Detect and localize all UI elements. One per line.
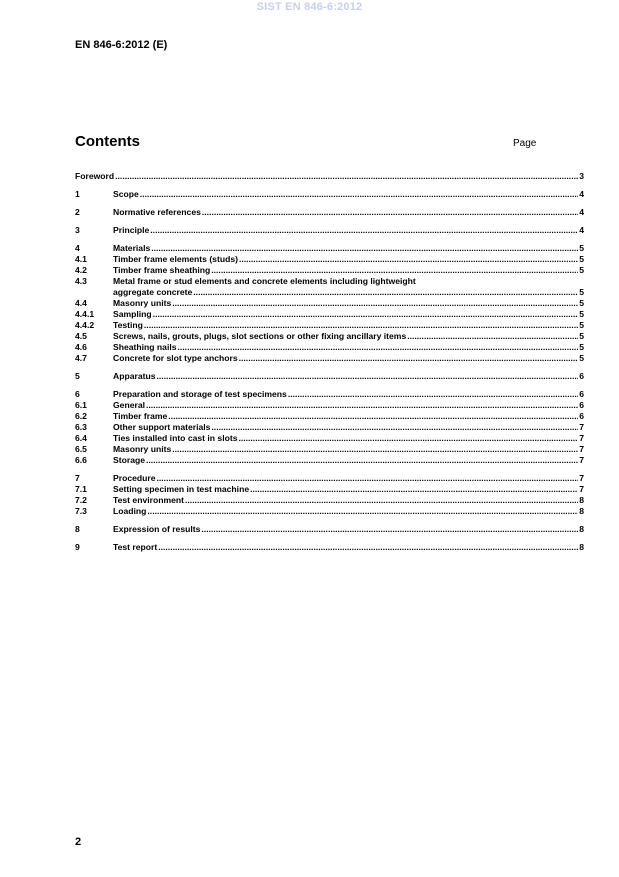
leader-dots bbox=[193, 287, 578, 298]
toc-number: 4.6 bbox=[75, 342, 87, 352]
toc-title: Screws, nails, grouts, plugs, slot sections or other fixing ancillary items bbox=[113, 331, 407, 341]
toc-title: Concrete for slot type anchors bbox=[113, 353, 238, 363]
toc-page-number: 8 bbox=[579, 506, 584, 516]
toc-number: 4.4 bbox=[75, 298, 87, 308]
toc-page-number: 5 bbox=[579, 320, 584, 330]
toc-number: 6.2 bbox=[75, 411, 87, 421]
toc-title: Other support materials bbox=[113, 422, 211, 432]
toc-title: Testing bbox=[113, 320, 143, 330]
toc-page-number: 8 bbox=[579, 542, 584, 552]
toc-page-number: 7 bbox=[579, 433, 584, 443]
contents-title: Contents bbox=[75, 133, 140, 150]
toc-entry-sampling[interactable] bbox=[75, 309, 584, 320]
leader-dots bbox=[168, 411, 578, 422]
toc-page-number: 5 bbox=[579, 298, 584, 308]
toc-entry-setting-specimen[interactable] bbox=[75, 484, 584, 495]
toc-title: Preparation and storage of test specimens bbox=[113, 389, 287, 399]
toc-number: 8 bbox=[75, 524, 80, 534]
toc-title: Materials bbox=[113, 243, 151, 253]
toc-number: 4.1 bbox=[75, 254, 87, 264]
leader-dots bbox=[185, 495, 578, 506]
toc-number: 7.2 bbox=[75, 495, 87, 505]
toc-entry-sheathing-nails[interactable] bbox=[75, 342, 584, 353]
toc-number: 4.3 bbox=[75, 276, 87, 286]
toc-title: Metal frame or stud elements and concrete elements including lightweight bbox=[113, 276, 416, 286]
toc-entry-masonry-units-6[interactable] bbox=[75, 444, 584, 455]
toc-title: Procedure bbox=[113, 473, 156, 483]
toc-entry-scope[interactable] bbox=[75, 189, 584, 200]
leader-dots bbox=[153, 309, 579, 320]
toc-number: 6.5 bbox=[75, 444, 87, 454]
toc-page-number: 6 bbox=[579, 400, 584, 410]
toc-page-number: 5 bbox=[579, 309, 584, 319]
toc-title: Masonry units bbox=[113, 444, 172, 454]
toc-entry-expression-results[interactable] bbox=[75, 524, 584, 535]
toc-title: Sampling bbox=[113, 309, 152, 319]
toc-title: Loading bbox=[113, 506, 147, 516]
leader-dots bbox=[146, 400, 578, 411]
leader-dots bbox=[157, 473, 579, 484]
leader-dots bbox=[250, 484, 578, 495]
toc-number: 4.4.1 bbox=[75, 309, 95, 319]
toc-entry-metal-frame-line2[interactable] bbox=[75, 287, 584, 298]
toc-page-number: 5 bbox=[579, 287, 584, 297]
toc-entry-screws-nails[interactable] bbox=[75, 331, 584, 342]
toc-entry-timber-frame-elements[interactable] bbox=[75, 254, 584, 265]
toc-number: 4.2 bbox=[75, 265, 87, 275]
toc-page-number: 8 bbox=[579, 524, 584, 534]
toc-title: Apparatus bbox=[113, 371, 156, 381]
toc-page-number: 5 bbox=[579, 254, 584, 264]
toc-number: 2 bbox=[75, 207, 80, 217]
toc-number: 6.4 bbox=[75, 433, 87, 443]
toc-title: Masonry units bbox=[113, 298, 172, 308]
leader-dots bbox=[288, 389, 578, 400]
watermark: SIST EN 846-6:2012 bbox=[256, 1, 363, 13]
toc-page-number: 7 bbox=[579, 473, 584, 483]
toc-entry-foreword[interactable] bbox=[75, 171, 584, 182]
toc-page-number: 5 bbox=[579, 331, 584, 341]
toc-page-number: 4 bbox=[579, 225, 584, 235]
page-column-label: Page bbox=[513, 138, 537, 149]
toc-entry-ties-cast-slots[interactable] bbox=[75, 433, 584, 444]
toc-entry-storage[interactable] bbox=[75, 455, 584, 466]
toc-number: 5 bbox=[75, 371, 80, 381]
toc-page-number: 7 bbox=[579, 484, 584, 494]
toc-page-number: 7 bbox=[579, 455, 584, 465]
table-of-contents bbox=[75, 171, 584, 553]
toc-entry-preparation-storage[interactable] bbox=[75, 389, 584, 400]
toc-entry-test-environment[interactable] bbox=[75, 495, 584, 506]
toc-title: aggregate concrete bbox=[113, 287, 193, 297]
leader-dots bbox=[407, 331, 578, 342]
toc-page-number: 6 bbox=[579, 371, 584, 381]
toc-page-number: 5 bbox=[579, 265, 584, 275]
toc-page-number: 7 bbox=[579, 422, 584, 432]
toc-entry-testing[interactable] bbox=[75, 320, 584, 331]
toc-entry-timber-frame-sheathing[interactable] bbox=[75, 265, 584, 276]
leader-dots bbox=[201, 524, 578, 535]
toc-title: Setting specimen in test machine bbox=[113, 484, 250, 494]
toc-number: 1 bbox=[75, 189, 80, 199]
leader-dots bbox=[172, 444, 578, 455]
toc-title: Timber frame bbox=[113, 411, 168, 421]
leader-dots bbox=[158, 542, 578, 553]
toc-entry-principle[interactable] bbox=[75, 225, 584, 236]
toc-title: Sheathing nails bbox=[113, 342, 177, 352]
leader-dots bbox=[147, 506, 578, 517]
toc-number: 7.1 bbox=[75, 484, 87, 494]
toc-title: Test report bbox=[113, 542, 158, 552]
leader-dots bbox=[115, 171, 578, 182]
toc-number: 4 bbox=[75, 243, 80, 253]
leader-dots bbox=[172, 298, 578, 309]
toc-page-number: 4 bbox=[579, 189, 584, 199]
leader-dots bbox=[178, 342, 579, 353]
toc-number: 6.3 bbox=[75, 422, 87, 432]
toc-entry-materials[interactable] bbox=[75, 243, 584, 254]
toc-number: 6.6 bbox=[75, 455, 87, 465]
leader-dots bbox=[157, 371, 579, 382]
toc-title: General bbox=[113, 400, 146, 410]
toc-number: 7 bbox=[75, 473, 80, 483]
toc-page-number: 5 bbox=[579, 342, 584, 352]
toc-entry-normative-references[interactable] bbox=[75, 207, 584, 218]
toc-entry-procedure[interactable] bbox=[75, 473, 584, 484]
toc-title: Timber frame sheathing bbox=[113, 265, 211, 275]
leader-dots bbox=[150, 225, 578, 236]
toc-title: Storage bbox=[113, 455, 145, 465]
toc-number: 6.1 bbox=[75, 400, 87, 410]
toc-title: Timber frame elements (studs) bbox=[113, 254, 238, 264]
toc-entry-masonry-units[interactable] bbox=[75, 298, 584, 309]
toc-entry-concrete-slot-anchors[interactable] bbox=[75, 353, 584, 364]
leader-dots bbox=[140, 189, 578, 200]
toc-entry-other-support-materials[interactable] bbox=[75, 422, 584, 433]
toc-page-number: 3 bbox=[579, 171, 584, 181]
leader-dots bbox=[144, 320, 578, 331]
toc-page-number: 5 bbox=[579, 243, 584, 253]
toc-number: 9 bbox=[75, 542, 80, 552]
toc-title: Ties installed into cast in slots bbox=[113, 433, 238, 443]
toc-entry-metal-frame-line1[interactable] bbox=[75, 276, 584, 287]
toc-title: Test environment bbox=[113, 495, 184, 505]
toc-page-number: 5 bbox=[579, 353, 584, 363]
document-id: EN 846-6:2012 (E) bbox=[75, 39, 168, 51]
page-number: 2 bbox=[75, 836, 82, 848]
toc-title: Foreword bbox=[75, 171, 115, 181]
leader-dots bbox=[211, 422, 578, 433]
toc-title: Principle bbox=[113, 225, 150, 235]
toc-page-number: 6 bbox=[579, 411, 584, 421]
toc-number: 3 bbox=[75, 225, 80, 235]
toc-page-number: 7 bbox=[579, 444, 584, 454]
toc-page-number: 6 bbox=[579, 389, 584, 399]
toc-number: 7.3 bbox=[75, 506, 87, 516]
toc-title: Expression of results bbox=[113, 524, 201, 534]
leader-dots bbox=[238, 433, 578, 444]
toc-entry-timber-frame[interactable] bbox=[75, 411, 584, 422]
toc-entry-loading[interactable] bbox=[75, 506, 584, 517]
toc-page-number: 8 bbox=[579, 495, 584, 505]
toc-number: 4.4.2 bbox=[75, 320, 95, 330]
toc-page-number: 4 bbox=[579, 207, 584, 217]
leader-dots bbox=[239, 353, 579, 364]
leader-dots bbox=[211, 265, 578, 276]
leader-dots bbox=[239, 254, 578, 265]
toc-number: 4.7 bbox=[75, 353, 87, 363]
toc-entry-general[interactable] bbox=[75, 400, 584, 411]
toc-entry-test-report[interactable] bbox=[75, 542, 584, 553]
toc-number: 6 bbox=[75, 389, 80, 399]
toc-title: Scope bbox=[113, 189, 139, 199]
leader-dots bbox=[202, 207, 578, 218]
toc-number: 4.5 bbox=[75, 331, 87, 341]
toc-title: Normative references bbox=[113, 207, 201, 217]
leader-dots bbox=[146, 455, 578, 466]
leader-dots bbox=[151, 243, 578, 254]
toc-entry-apparatus[interactable] bbox=[75, 371, 584, 382]
